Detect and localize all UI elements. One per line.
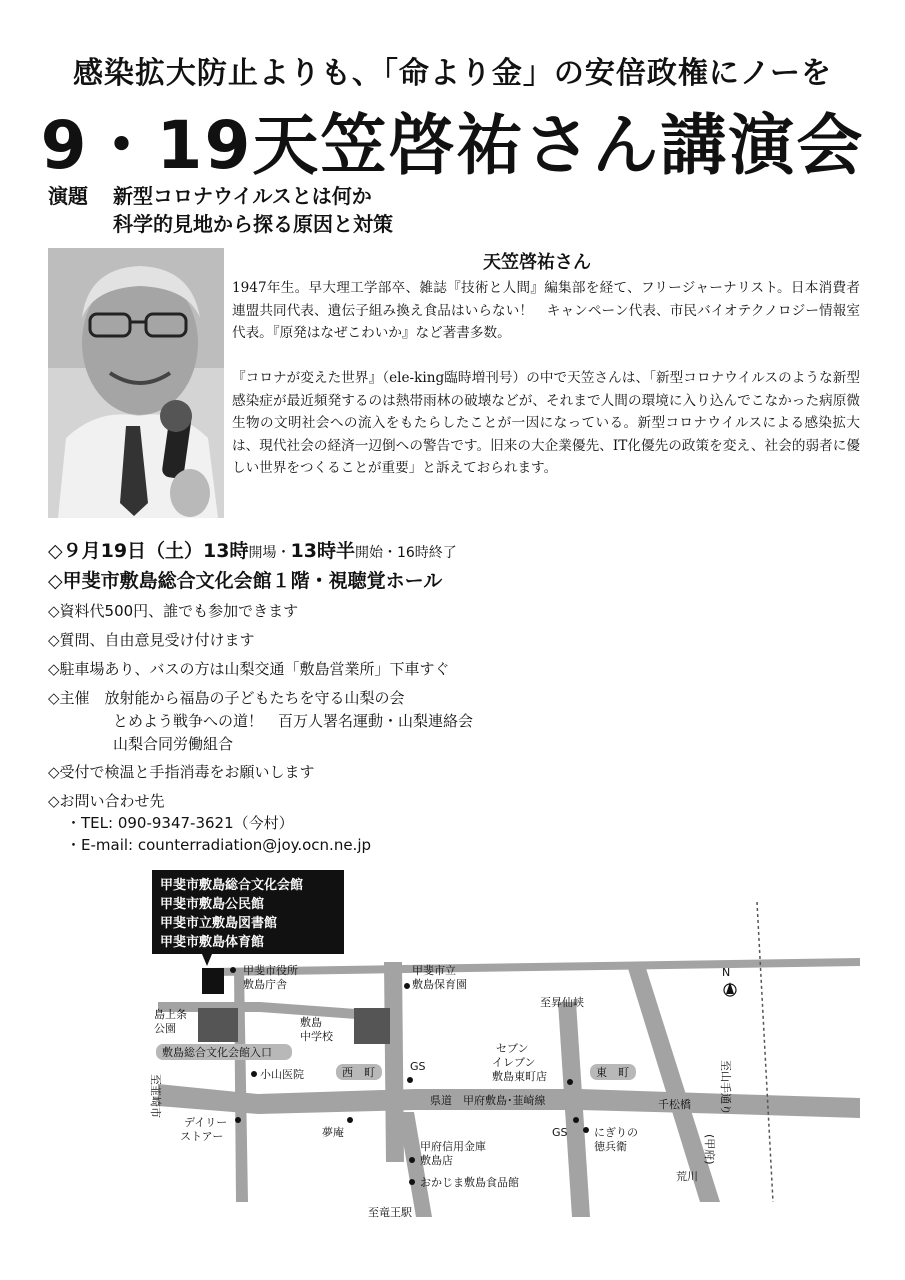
park-building xyxy=(198,1008,238,1042)
map-label: 甲府信用金庫 xyxy=(420,1140,486,1153)
map-label: 県道 甲府敷島･韮崎線 xyxy=(430,1094,546,1107)
venue-label-box xyxy=(152,870,344,966)
event-fee: ◇資料代500円、誰でも参加できます xyxy=(48,602,299,620)
school-building xyxy=(354,1008,390,1044)
map-label: 公園 xyxy=(154,1022,176,1035)
speaker-name: 天笠啓祐さん xyxy=(483,252,591,273)
event-date-day: ◇９月19日（土）13時 xyxy=(48,540,249,562)
map-label: 至韮崎市 xyxy=(149,1074,162,1118)
map-label: おかじま敷島食品館 xyxy=(420,1176,519,1189)
event-questions: ◇質問、自由意見受け付けます xyxy=(48,631,255,649)
map-label: イレブン xyxy=(492,1056,536,1069)
map-label: 荒川 xyxy=(676,1170,698,1183)
map-label: N xyxy=(722,966,731,979)
map-label: にぎりの xyxy=(594,1126,638,1139)
map-label: 東 町 xyxy=(596,1066,629,1079)
event-venue: ◇甲斐市敷島総合文化会館１階・視聴覚ホール xyxy=(48,570,443,592)
map-label: セブン xyxy=(496,1042,529,1055)
map-label: GS xyxy=(552,1126,568,1139)
venue-box-line-2: 甲斐市敷島公民館 xyxy=(160,897,265,912)
map-label: (甲府) xyxy=(703,1134,716,1165)
speaker-bio-2: 『コロナが変えた世界』（ele-king臨時増刊号）の中で天笠さんは、「新型コロナウイルスのような新型感染症が最近頻発するのは熱帯雨林の破壊などが、それまで人間の環境に入り込んでこなかった病原微生物の文明社会への流入をもたらしたことが一因になっている。新型コロナウイルスによる感染拡大は、現代社会の経済一辺倒への警告です。旧来の大企業優先、IT化優先の政策を変え、社会的弱者に優しい世界をつくることが重要」と訴えておられます。 xyxy=(232,370,860,476)
map-road-north xyxy=(212,958,860,976)
venue-box-line-1: 甲斐市敷島総合文化会館 xyxy=(160,878,304,893)
map-label: 千松橋 xyxy=(658,1098,691,1111)
venue-box-line-3: 甲斐市立敷島図書館 xyxy=(160,916,278,931)
organizer-2: とめよう戦争への道！ 百万人署名運動・山梨連絡会 xyxy=(113,712,474,730)
map-label: 中学校 xyxy=(300,1030,333,1043)
map-label: デイリー xyxy=(184,1116,228,1129)
map-label: 島上条 xyxy=(154,1008,187,1021)
organizer-3: 山梨合同労働組合 xyxy=(113,735,234,753)
event-date xyxy=(48,536,457,563)
event-reception: ◇受付で検温と手指消毒をお願いします xyxy=(48,763,315,781)
map-label: 敷島東町店 xyxy=(492,1070,547,1083)
speaker-photo xyxy=(48,248,224,518)
event-date-start-time: 13時半 xyxy=(290,540,355,562)
map-label: 至竜王駅 xyxy=(368,1206,412,1219)
map-label: 甲斐市役所 xyxy=(243,964,298,977)
map-road-nishimachi xyxy=(384,962,404,1162)
organizer-1: ◇主催 放射能から福島の子どもたちを守る山梨の会 xyxy=(48,689,405,707)
map-label: 至昇仙峡 xyxy=(540,996,584,1009)
map-label: 敷島店 xyxy=(420,1154,453,1167)
map-label: 敷島庁舎 xyxy=(243,978,287,991)
map-label: 小山医院 xyxy=(260,1068,304,1081)
speaker-bio-1: 1947年生。早大理工学部卒、雑誌『技術と人間』編集部を経て、フリージャーナリスト。日本消費者連盟共同代表、遺伝子組み換え食品はいらない！ キャンペーン代表、市民バイオテクノロジー情報室代表。『原発はなぜこわいか』など著書多数。 xyxy=(232,280,860,341)
event-date-open: 開場・ xyxy=(248,545,291,561)
map-label: 徳兵衛 xyxy=(594,1140,627,1153)
topic-line-2: 科学的見地から探る原因と対策 xyxy=(113,212,393,236)
map-label: 夢庵 xyxy=(322,1126,344,1139)
north-arrow xyxy=(722,966,736,996)
topic-label: 演題 xyxy=(48,184,88,208)
venue-box-line-4: 甲斐市敷島体育館 xyxy=(160,935,265,950)
map-label: 敷島 xyxy=(300,1016,322,1029)
map-label: 甲斐市立 xyxy=(412,964,456,977)
topic-line-1: 新型コロナウイルスとは何か xyxy=(113,184,372,208)
map-label: 西 町 xyxy=(342,1066,375,1079)
event-parking: ◇駐車場あり、バスの方は山梨交通「敷島営業所」下車すぐ xyxy=(48,660,450,678)
access-map xyxy=(140,862,885,1222)
venue-building xyxy=(202,968,224,994)
event-date-start: 開始・16時終了 xyxy=(354,545,457,561)
contact-label: ◇お問い合わせ先 xyxy=(48,792,165,810)
map-road-senshoji xyxy=(626,962,720,1202)
map-label: 敷島総合文化会館入口 xyxy=(162,1046,272,1059)
map-label: ストアー xyxy=(180,1130,224,1143)
contact-tel: ・TEL: 090-9347-3621（今村） xyxy=(66,814,294,832)
contact-email[interactable]: ・E-mail: counterradiation@joy.ocn.ne.jp xyxy=(66,836,372,854)
page-title: 9・19天笠啓祐さん講演会 xyxy=(40,107,865,184)
map-label: 至山手通り xyxy=(719,1060,732,1115)
map-river-arakawa xyxy=(757,902,773,1202)
map-label: 敷島保育園 xyxy=(412,978,467,991)
headline: 感染拡大防止よりも、「命より金」の安倍政権にノーを xyxy=(72,56,833,91)
map-label: GS xyxy=(410,1060,426,1073)
